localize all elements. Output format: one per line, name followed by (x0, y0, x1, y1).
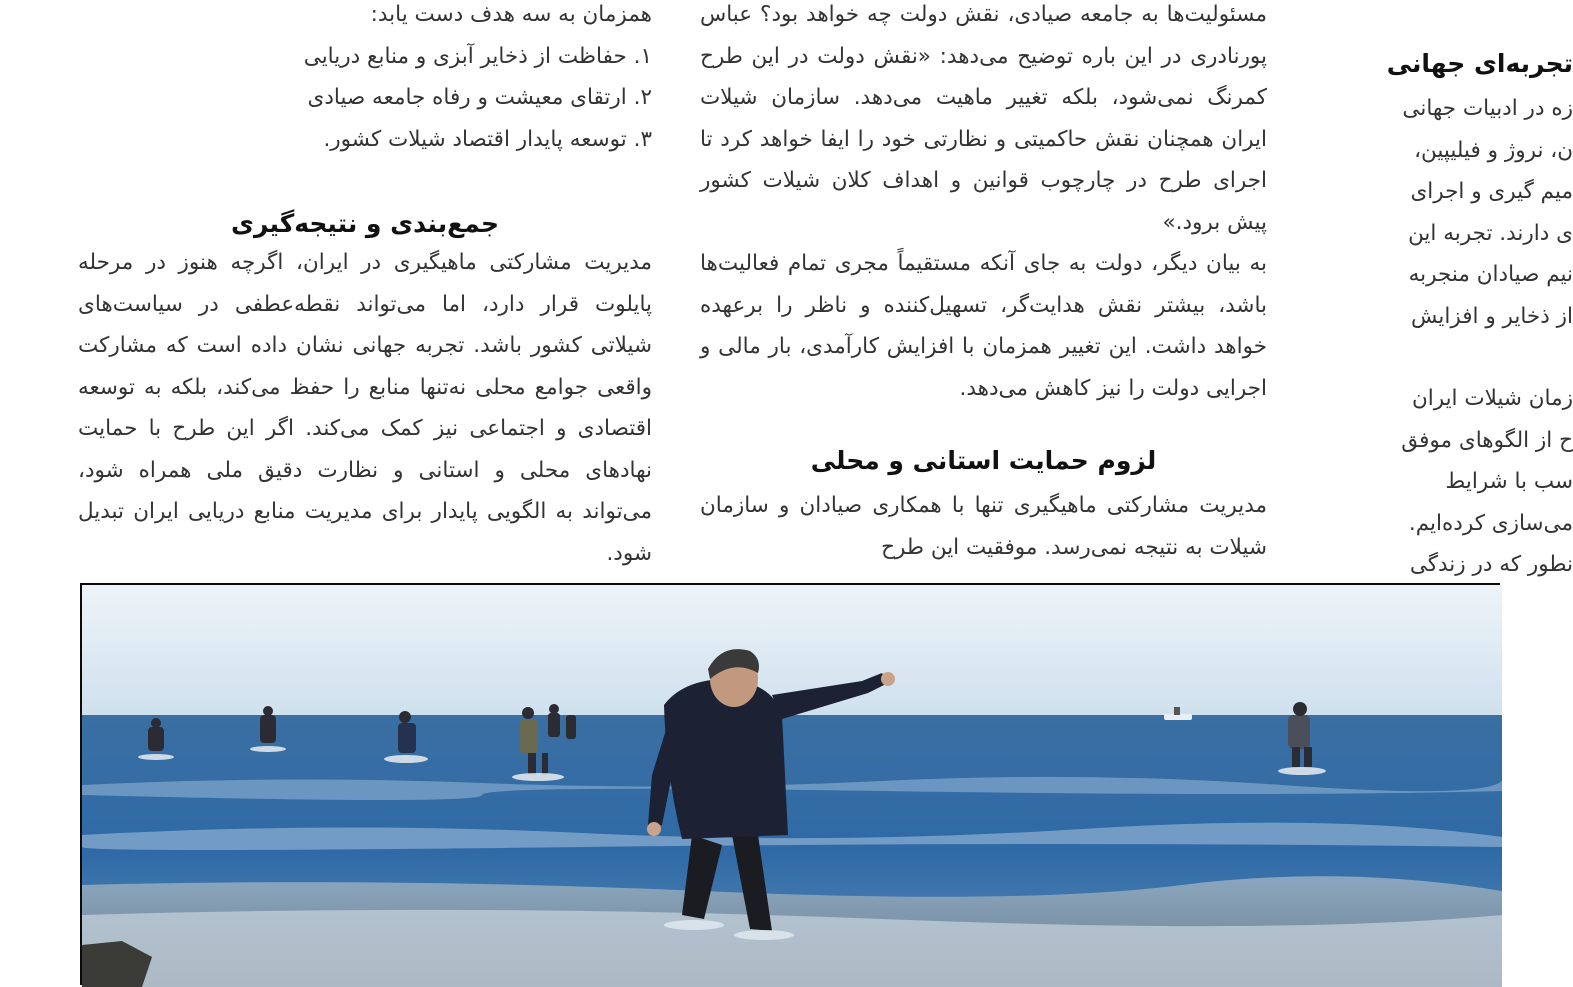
text-line: نطور که در زندگی (1409, 552, 1573, 577)
goals-intro: همزمان به سه هدف دست یابد: (370, 2, 652, 27)
section-heading-conclusion: جمع‌بندی و نتیجه‌گیری (231, 209, 499, 238)
text-line: ن، نروژ و فیلیپین، (1414, 137, 1573, 163)
text-line: ی دارند. تجربه این (1408, 220, 1573, 246)
text-line: ح از الگوهای موفق (1401, 427, 1573, 453)
goal-item-2: ۲. ارتقای معیشت و رفاه جامعه صیادی (307, 85, 652, 110)
text-line: میم گیری و اجرای (1410, 179, 1573, 204)
goal-item-3: ۳. توسعه پایدار اقتصاد شیلات کشور. (323, 126, 652, 152)
section-heading-provincial-support: لزوم حمایت استانی و محلی (810, 446, 1157, 475)
text-line: می‌سازی کرده‌ایم. (1408, 510, 1573, 536)
article-column-right (1313, 40, 1573, 586)
section-heading-global-experience: تجربه‌ای جهانی (1386, 49, 1573, 78)
photo-illustration (82, 585, 1502, 987)
text-line: زمان شیلات ایران (1411, 386, 1573, 411)
text-line: سب با شرایط (1445, 469, 1573, 494)
provincial-support-paragraph: مدیریت مشارکتی ماهیگیری تنها با همکاری صیادان و سازمان شیلات به نتیجه نمی‌رسد. موفقیت این طرح (700, 493, 1267, 560)
article-column-left (78, 0, 652, 574)
article-photo-fishermen (80, 583, 1500, 985)
government-role-paragraph: مسئولیت‌ها به جامعه صیادی، نقش دولت چه خواهد بود؟ عباس پورنادری در این باره توضیح می‌دهد: «نقش دولت در این طرح کمرنگ نمی‌شود، بلکه تغییر ماهیت می‌دهد. سازمان شیلات ایران همچنان نقش حاکمیتی و نظارتی خود را ایفا خواهد کرد تا اجرای طرح در چارچوب قوانین و اهداف کلان شیلات کشور پیش برود.» (700, 2, 1267, 235)
government-facilitator-paragraph: به بیان دیگر، دولت به جای آنکه مستقیماً مجری تمام فعالیت‌ها باشد، بیشتر نقش هدایت‌گر، تسهیل‌کننده و ناظر را برعهده خواهد داشت. این تغییر همزمان با افزایش کارآمدی، بار مالی و اجرایی دولت را نیز کاهش می‌دهد. (700, 251, 1267, 401)
text-line: از ذخایر و افزایش (1411, 303, 1573, 329)
text-line: زه در ادبیات جهانی (1402, 96, 1573, 121)
text-line: نیم صیادان منجربه (1408, 262, 1573, 287)
goal-item-1: ۱. حفاظت از ذخایر آبزی و منابع دریایی (303, 43, 652, 69)
conclusion-paragraph: مدیریت مشارکتی ماهیگیری در ایران، اگرچه هنوز در مرحله پایلوت قرار دارد، اما می‌تواند نقطه‌عطفی در سیاست‌های شیلاتی کشور باشد. تجربه جهانی نشان داده است که مشارکت واقعی جوامع محلی نه‌تنها منابع را حفظ می‌کند، بلکه به توسعه اقتصادی و اجتماعی نیز کمک می‌کند. اگر این طرح با حمایت نهادهای محلی و استانی و نظارت دقیق ملی همراه شود، می‌تواند به الگویی پایدار برای مدیریت منابع دریایی ایران تبدیل شود. (78, 250, 652, 566)
article-column-middle (700, 0, 1267, 568)
